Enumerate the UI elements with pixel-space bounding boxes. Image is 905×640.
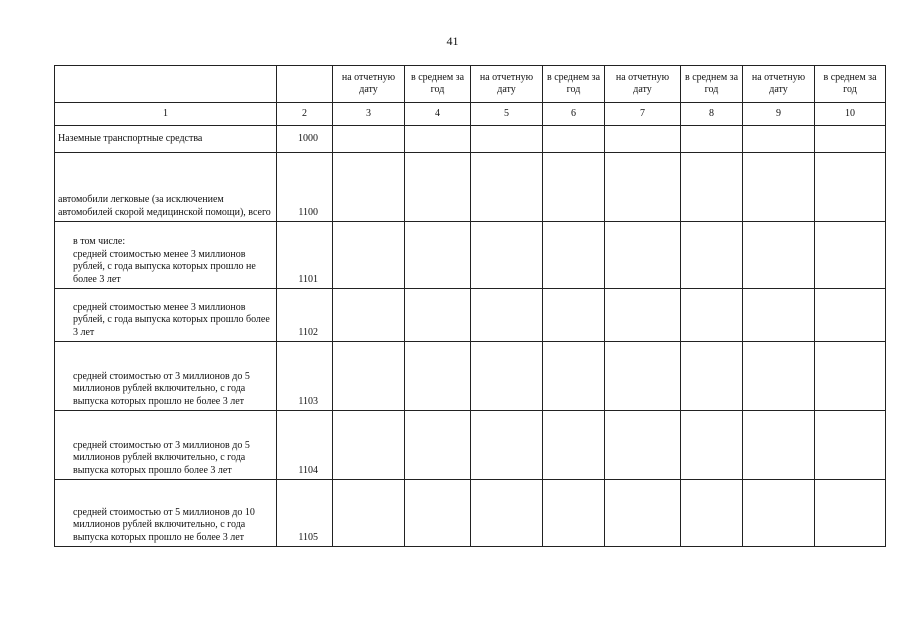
row-name: средней стоимостью от 5 миллионов до 10 миллионов рублей включительно, с года выпуска которых прошло не более 3 лет (55, 480, 277, 547)
data-cell (543, 153, 605, 222)
row-name-text: средней стоимостью менее 3 миллионов рублей, с года выпуска которых прошло не более 3 лет (73, 248, 256, 285)
data-cell (333, 126, 405, 153)
data-cell (405, 126, 471, 153)
data-cell (681, 222, 743, 289)
data-cell (743, 289, 815, 342)
column-number: 3 (333, 103, 405, 126)
row-code: 1101 (277, 222, 333, 289)
data-cell (815, 153, 886, 222)
data-cell (405, 222, 471, 289)
data-cell (471, 126, 543, 153)
column-number-row (55, 103, 886, 126)
header-cell-7: на отчетную дату (605, 66, 681, 103)
header-cell-2 (277, 66, 333, 103)
data-cell (543, 222, 605, 289)
data-cell (471, 153, 543, 222)
data-cell (543, 342, 605, 411)
column-number: 9 (743, 103, 815, 126)
header-cell-4: в среднем за год (405, 66, 471, 103)
page-number: 41 (446, 34, 459, 48)
data-cell (471, 411, 543, 480)
data-cell (333, 222, 405, 289)
data-cell (471, 342, 543, 411)
header-cell-10: в среднем за год (815, 66, 886, 103)
data-cell (605, 222, 681, 289)
data-cell (815, 222, 886, 289)
table-row (55, 153, 886, 222)
column-number: 5 (471, 103, 543, 126)
data-cell (405, 411, 471, 480)
data-cell (333, 342, 405, 411)
data-cell (815, 480, 886, 547)
column-number: 1 (55, 103, 277, 126)
data-cell (743, 411, 815, 480)
data-cell (681, 411, 743, 480)
data-cell (681, 342, 743, 411)
header-cell-9: на отчетную дату (743, 66, 815, 103)
data-cell (405, 480, 471, 547)
table-row (55, 289, 886, 342)
header-row (55, 66, 886, 103)
table-row (55, 126, 886, 153)
table-row (55, 222, 886, 289)
row-name: средней стоимостью от 3 миллионов до 5 миллионов рублей включительно, с года выпуска которых прошло более 3 лет (55, 411, 277, 480)
data-cell (743, 342, 815, 411)
header-cell-8: в среднем за год (681, 66, 743, 103)
data-cell (815, 126, 886, 153)
header-cell-1 (55, 66, 277, 103)
column-number: 10 (815, 103, 886, 126)
header-cell-3: на отчетную дату (333, 66, 405, 103)
table-row (55, 342, 886, 411)
data-cell (543, 480, 605, 547)
data-cell (605, 289, 681, 342)
data-cell (605, 153, 681, 222)
data-cell (543, 411, 605, 480)
data-cell (605, 126, 681, 153)
data-cell (471, 480, 543, 547)
data-cell (333, 153, 405, 222)
header-cell-5: на отчетную дату (471, 66, 543, 103)
data-cell (743, 222, 815, 289)
data-cell (333, 480, 405, 547)
row-code: 1102 (277, 289, 333, 342)
column-number: 4 (405, 103, 471, 126)
data-cell (743, 153, 815, 222)
table-row (55, 480, 886, 547)
data-cell (333, 289, 405, 342)
row-code: 1105 (277, 480, 333, 547)
column-number: 2 (277, 103, 333, 126)
data-cell (333, 411, 405, 480)
row-name: средней стоимостью от 3 миллионов до 5 миллионов рублей включительно, с года выпуска которых прошло не более 3 лет (55, 342, 277, 411)
data-cell (605, 411, 681, 480)
row-code: 1103 (277, 342, 333, 411)
data-cell (405, 342, 471, 411)
column-number: 8 (681, 103, 743, 126)
data-cell (743, 480, 815, 547)
data-cell (681, 153, 743, 222)
row-name: Наземные транспортные средства (55, 126, 277, 153)
data-cell (681, 480, 743, 547)
data-cell (815, 289, 886, 342)
data-cell (543, 289, 605, 342)
row-name: автомобили легковые (за исключением автомобилей скорой медицинской помощи), всего (55, 153, 277, 222)
data-cell (815, 411, 886, 480)
data-cell (405, 153, 471, 222)
data-cell (681, 289, 743, 342)
data-cell (543, 126, 605, 153)
column-number: 6 (543, 103, 605, 126)
data-cell (471, 222, 543, 289)
data-cell (605, 480, 681, 547)
row-code: 1000 (277, 126, 333, 153)
row-code: 1100 (277, 153, 333, 222)
row-code: 1104 (277, 411, 333, 480)
row-name-prefix: в том числе: (73, 236, 126, 247)
table-row (55, 411, 886, 480)
column-number: 7 (605, 103, 681, 126)
row-name: средней стоимостью менее 3 миллионов рублей, с года выпуска которых прошло более 3 лет (55, 289, 277, 342)
data-cell (405, 289, 471, 342)
data-cell (743, 126, 815, 153)
report-table (54, 65, 886, 547)
row-name (55, 222, 277, 289)
data-cell (681, 126, 743, 153)
header-cell-6: в среднем за год (543, 66, 605, 103)
data-cell (815, 342, 886, 411)
data-cell (605, 342, 681, 411)
data-cell (471, 289, 543, 342)
